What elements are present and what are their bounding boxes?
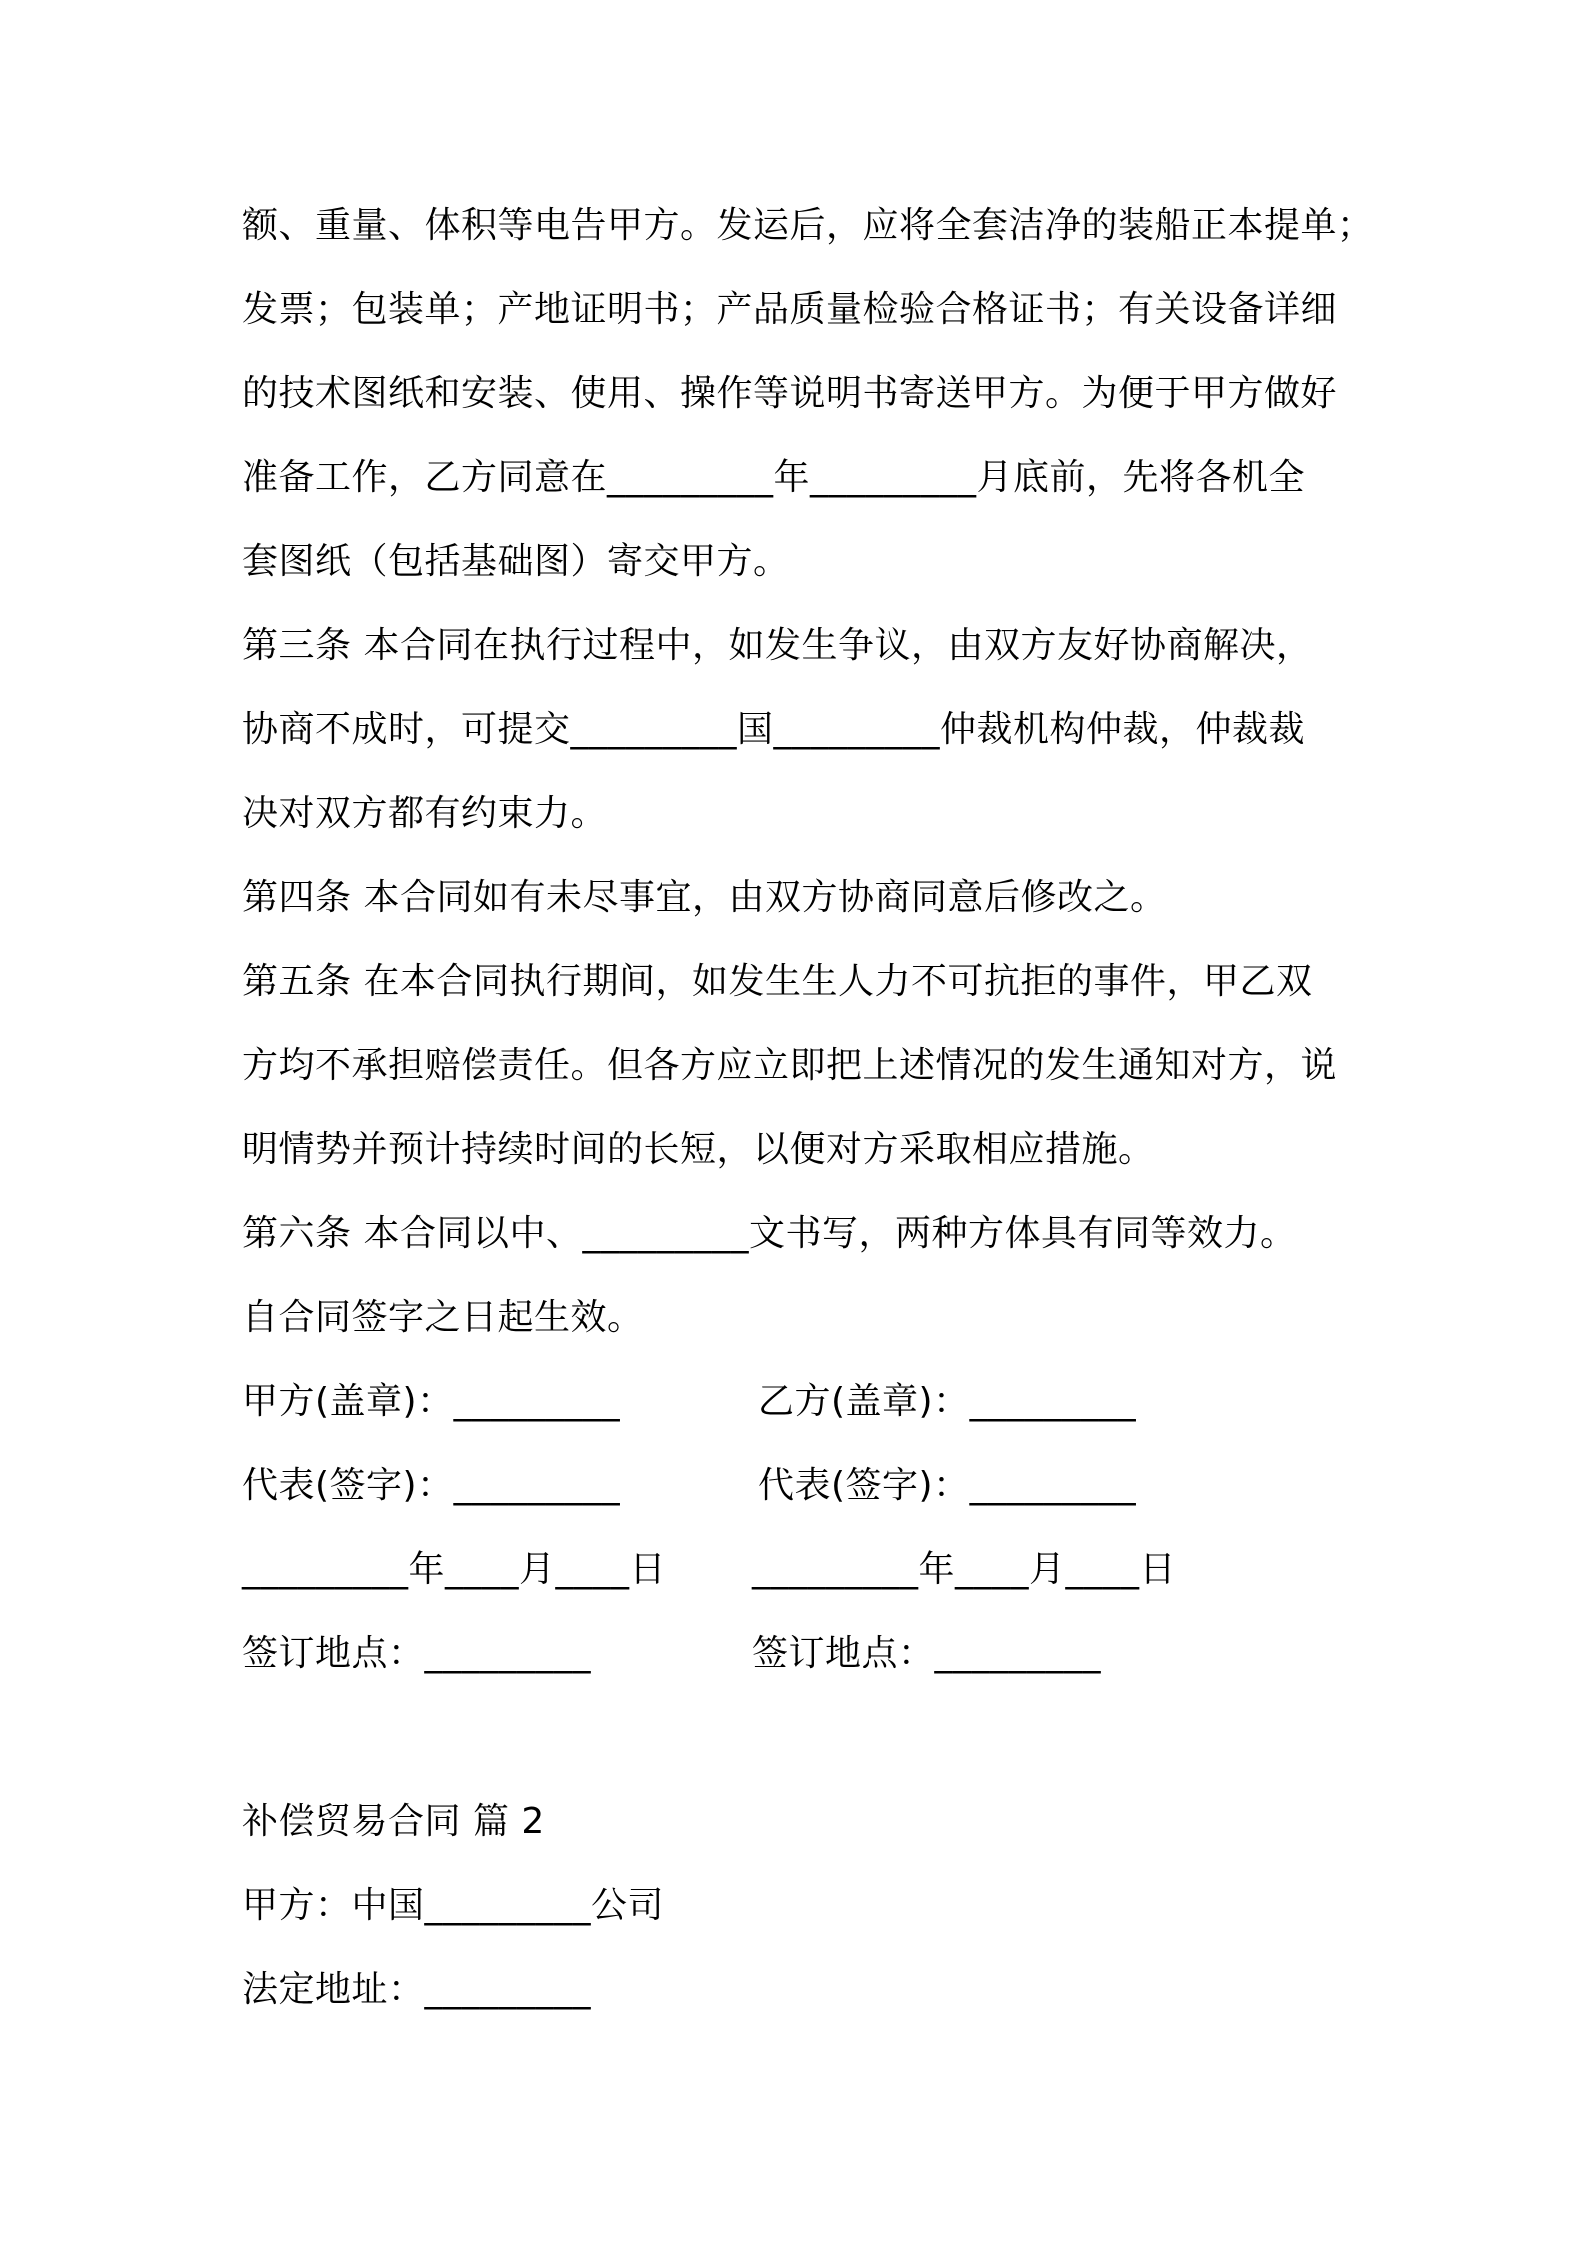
- party-b-signing-place: 签订地点：_________: [752, 1633, 1102, 1674]
- article-6-line: 自合同签字之日起生效。: [242, 1297, 644, 1338]
- article-5-line: 明情势并预计持续时间的长短，以便对方采取相应措施。: [242, 1129, 1155, 1170]
- party-a-date: _________年____月____日: [242, 1549, 666, 1590]
- legal-address: 法定地址：_________: [242, 1969, 592, 2010]
- article-5-line: 方均不承担赔偿责任。但各方应立即把上述情况的发生通知对方，说: [242, 1045, 1338, 1086]
- paragraph-line: 套图纸（包括基础图）寄交甲方。: [242, 541, 790, 582]
- paragraph-line: 准备工作，乙方同意在_________年_________月底前，先将各机全: [242, 457, 1306, 498]
- paragraph-line: 额、重量、体积等电告甲方。发运后，应将全套洁净的装船正本提单；: [242, 205, 1374, 246]
- article-4-line: 第四条 本合同如有未尽事宜，由双方协商同意后修改之。: [242, 877, 1167, 918]
- paragraph-line: 的技术图纸和安装、使用、操作等说明书寄送甲方。为便于甲方做好: [242, 373, 1338, 414]
- article-6-line: 第六条 本合同以中、_________文书写，两种方体具有同等效力。: [242, 1213, 1297, 1254]
- party-a-name: 甲方：中国_________公司: [242, 1885, 665, 1926]
- party-a-representative: 代表(签字)：_________: [242, 1465, 621, 1506]
- party-b-representative: 代表(签字)：_________: [758, 1465, 1137, 1506]
- party-b-date: _________年____月____日: [752, 1549, 1176, 1590]
- article-3-line: 第三条 本合同在执行过程中，如发生争议，由双方友好协商解决，: [242, 625, 1313, 666]
- paragraph-line: 发票；包装单；产地证明书；产品质量检验合格证书；有关设备详细: [242, 289, 1338, 330]
- party-b-seal: 乙方(盖章)：_________: [758, 1381, 1137, 1422]
- article-3-line: 决对双方都有约束力。: [242, 793, 608, 834]
- party-a-seal: 甲方(盖章)：_________: [242, 1381, 621, 1422]
- section-title: 补偿贸易合同 篇 2: [242, 1801, 545, 1842]
- article-5-line: 第五条 在本合同执行期间，如发生生人力不可抗拒的事件，甲乙双: [242, 961, 1313, 1002]
- party-a-signing-place: 签订地点：_________: [242, 1633, 592, 1674]
- article-3-line: 协商不成时，可提交_________国_________仲裁机构仲裁，仲裁裁: [242, 709, 1306, 750]
